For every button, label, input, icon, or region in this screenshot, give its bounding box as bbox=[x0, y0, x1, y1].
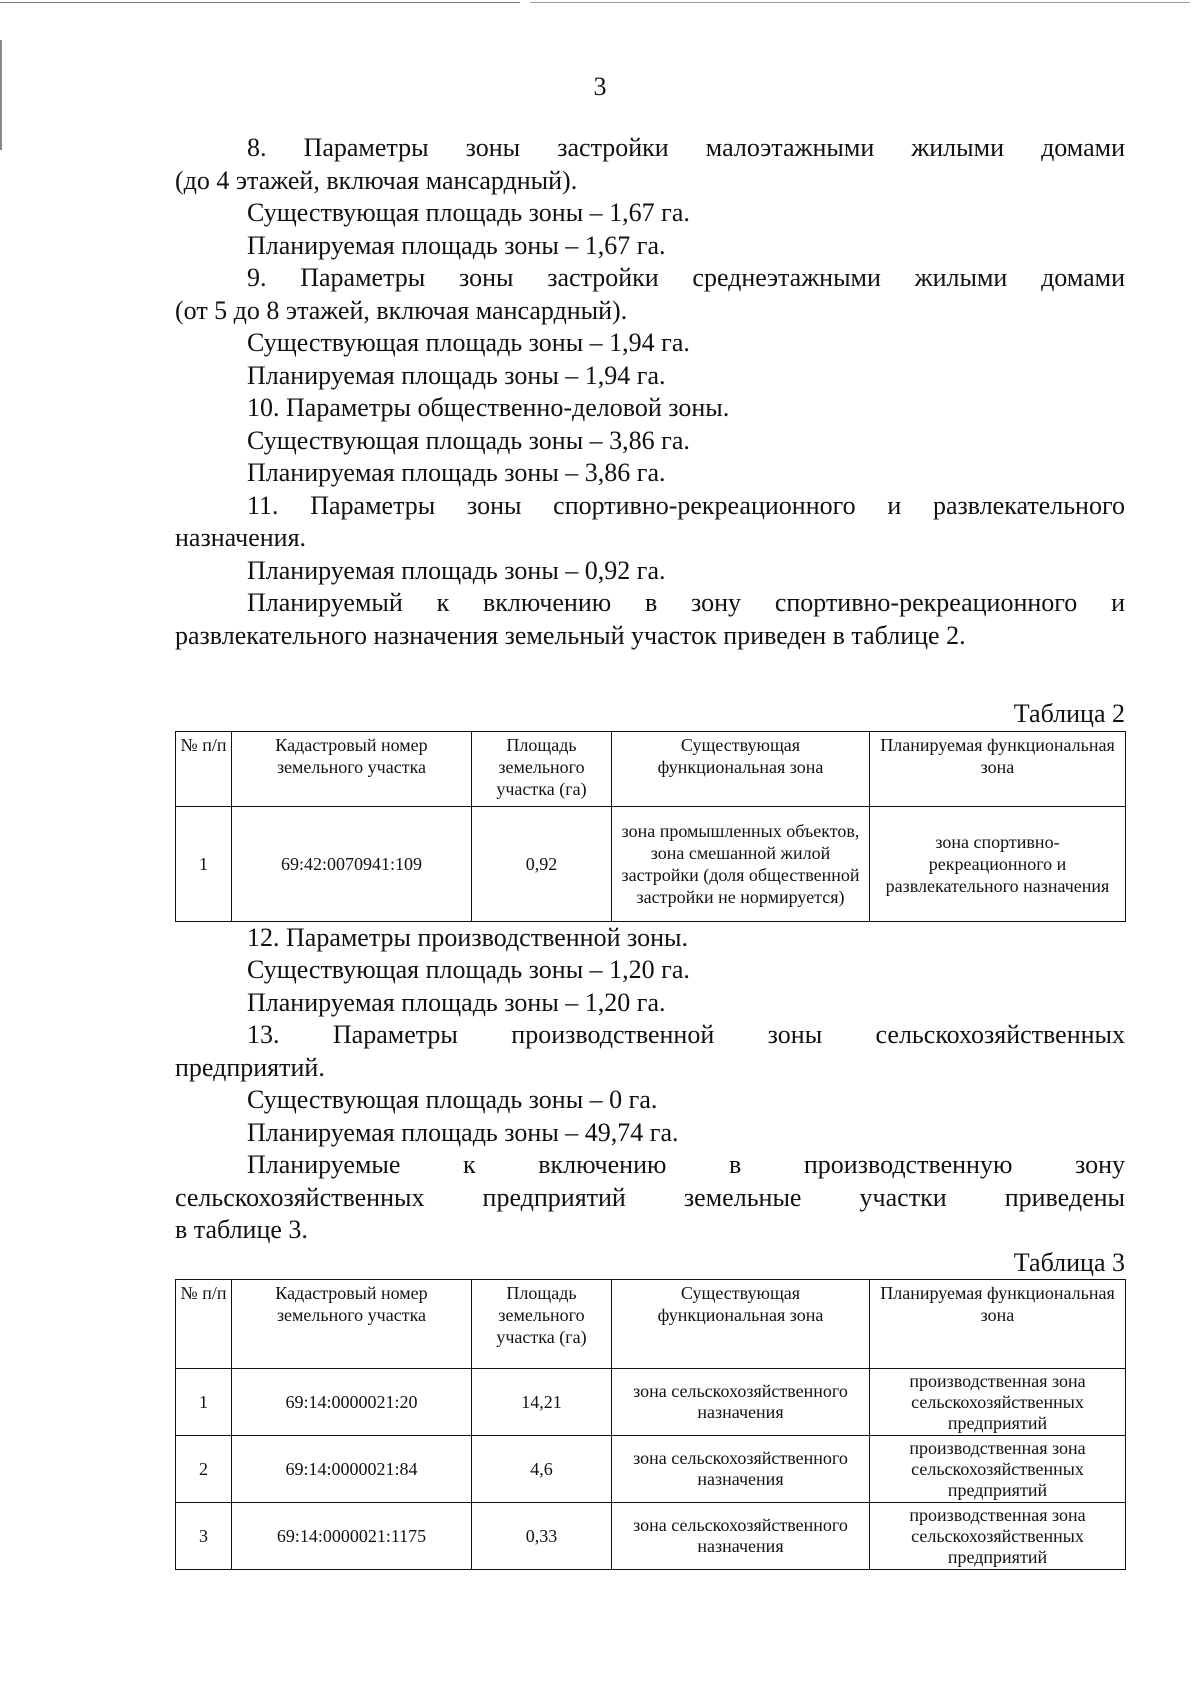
table-cell: зона сельскохозяйственного назначения bbox=[612, 1436, 870, 1503]
scan-edge-line bbox=[530, 2, 1190, 3]
table-header-cell: № п/п bbox=[176, 1280, 232, 1369]
table-cell: производственная зона сельскохозяйственных предприятий bbox=[870, 1503, 1126, 1570]
paragraph-line: 11. Параметры зоны спортивно-рекреационного и развлекательного bbox=[247, 490, 1125, 520]
paragraph-line: Планируемые к включению в производственную зону bbox=[247, 1150, 1125, 1179]
table-row bbox=[176, 1436, 1126, 1503]
table-cell: 69:14:0000021:1175 bbox=[232, 1503, 472, 1570]
paragraph-line: Планируемая площадь зоны – 1,67 га. bbox=[247, 230, 666, 260]
table-row bbox=[176, 806, 1126, 921]
page-number: 3 bbox=[593, 72, 607, 101]
paragraph-line: 9. Параметры зоны застройки среднеэтажными жилыми домами bbox=[247, 263, 1125, 292]
paragraph-line: (до 4 этажей, включая мансардный). bbox=[175, 165, 578, 195]
table-cell: производственная зона сельскохозяйственных предприятий bbox=[870, 1369, 1126, 1436]
table-header-row bbox=[176, 1280, 1126, 1369]
paragraph-line: Планируемая площадь зоны – 1,94 га. bbox=[247, 360, 666, 390]
table-header-row bbox=[176, 731, 1126, 806]
table-header-cell: Существующая функциональная зона bbox=[612, 731, 870, 806]
table2-caption: Таблица 2 bbox=[1013, 699, 1125, 728]
paragraph-line: Существующая площадь зоны – 1,20 га. bbox=[247, 955, 690, 984]
paragraph-line: 13. Параметры производственной зоны сельскохозяйственных bbox=[247, 1020, 1125, 1049]
table-header-cell: Планируемая функциональная зона bbox=[870, 731, 1126, 806]
table3-caption: Таблица 3 bbox=[1013, 1247, 1125, 1277]
paragraph-line: Планируемый к включению в зону спортивно-рекреационного и bbox=[247, 588, 1125, 617]
table-cell: 14,21 bbox=[472, 1369, 612, 1436]
table-cell: 0,92 bbox=[472, 806, 612, 921]
table-cell: 69:14:0000021:20 bbox=[232, 1369, 472, 1436]
document-body bbox=[175, 132, 1125, 1570]
table-header-cell: Существующая функциональная зона bbox=[612, 1280, 870, 1369]
table-cell: зона спортивно-рекреационного и развлекательного назначения bbox=[870, 806, 1126, 921]
table-header-cell: Планируемая функциональная зона bbox=[870, 1280, 1126, 1369]
paragraph-line: 12. Параметры производственной зоны. bbox=[247, 922, 688, 952]
table-header-cell: Кадастровый номер земельного участка bbox=[232, 1280, 472, 1369]
paragraph-line: развлекательного назначения земельный участок приведен в таблице 2. bbox=[175, 620, 966, 650]
table-row bbox=[176, 1369, 1126, 1436]
paragraph-line: предприятий. bbox=[175, 1052, 325, 1082]
paragraph-line: Планируемая площадь зоны – 0,92 га. bbox=[247, 555, 666, 585]
table-cell: 0,33 bbox=[472, 1503, 612, 1570]
table-header-cell: Кадастровый номер земельного участка bbox=[232, 731, 472, 806]
paragraph-group-b bbox=[175, 922, 1125, 1247]
paragraph-group-a bbox=[175, 132, 1125, 652]
table-row bbox=[176, 1503, 1126, 1570]
paragraph-line: (от 5 до 8 этажей, включая мансардный). bbox=[175, 295, 628, 325]
paragraph-line: Существующая площадь зоны – 0 га. bbox=[247, 1085, 658, 1114]
table-cell: 2 bbox=[176, 1436, 232, 1503]
paragraph-line: Планируемая площадь зоны – 49,74 га. bbox=[247, 1117, 679, 1147]
paragraph-line: сельскохозяйственных предприятий земельные участки приведены bbox=[175, 1182, 1125, 1212]
table-cell: 4,6 bbox=[472, 1436, 612, 1503]
table-2 bbox=[175, 731, 1126, 922]
table-3 bbox=[175, 1279, 1126, 1570]
table-cell: производственная зона сельскохозяйственных предприятий bbox=[870, 1436, 1126, 1503]
paragraph-line: в таблице 3. bbox=[175, 1215, 308, 1244]
scan-edge-line bbox=[0, 2, 520, 3]
table-cell: зона промышленных объектов, зона смешанной жилой застройки (доля общественной застройки не нормируется) bbox=[612, 806, 870, 921]
table-cell: 69:14:0000021:84 bbox=[232, 1436, 472, 1503]
table-header-cell: Площадь земельного участка (га) bbox=[472, 731, 612, 806]
paragraph-line: 10. Параметры общественно-деловой зоны. bbox=[247, 393, 730, 422]
paragraph-line: Существующая площадь зоны – 1,67 га. bbox=[247, 198, 690, 227]
table-header-cell: Площадь земельного участка (га) bbox=[472, 1280, 612, 1369]
table-cell: 1 bbox=[176, 1369, 232, 1436]
paragraph-line: Существующая площадь зоны – 3,86 га. bbox=[247, 425, 690, 455]
table-cell: 1 bbox=[176, 806, 232, 921]
table-cell: 3 bbox=[176, 1503, 232, 1570]
paragraph-line: Существующая площадь зоны – 1,94 га. bbox=[247, 328, 690, 357]
table-header-cell: № п/п bbox=[176, 731, 232, 806]
paragraph-line: Планируемая площадь зоны – 3,86 га. bbox=[247, 458, 666, 487]
table-cell: 69:42:0070941:109 bbox=[232, 806, 472, 921]
table-cell: зона сельскохозяйственного назначения bbox=[612, 1369, 870, 1436]
paragraph-line: назначения. bbox=[175, 523, 307, 552]
table-cell: зона сельскохозяйственного назначения bbox=[612, 1503, 870, 1570]
paragraph-line: 8. Параметры зоны застройки малоэтажными жилыми домами bbox=[247, 133, 1125, 162]
paragraph-line: Планируемая площадь зоны – 1,20 га. bbox=[247, 987, 666, 1017]
